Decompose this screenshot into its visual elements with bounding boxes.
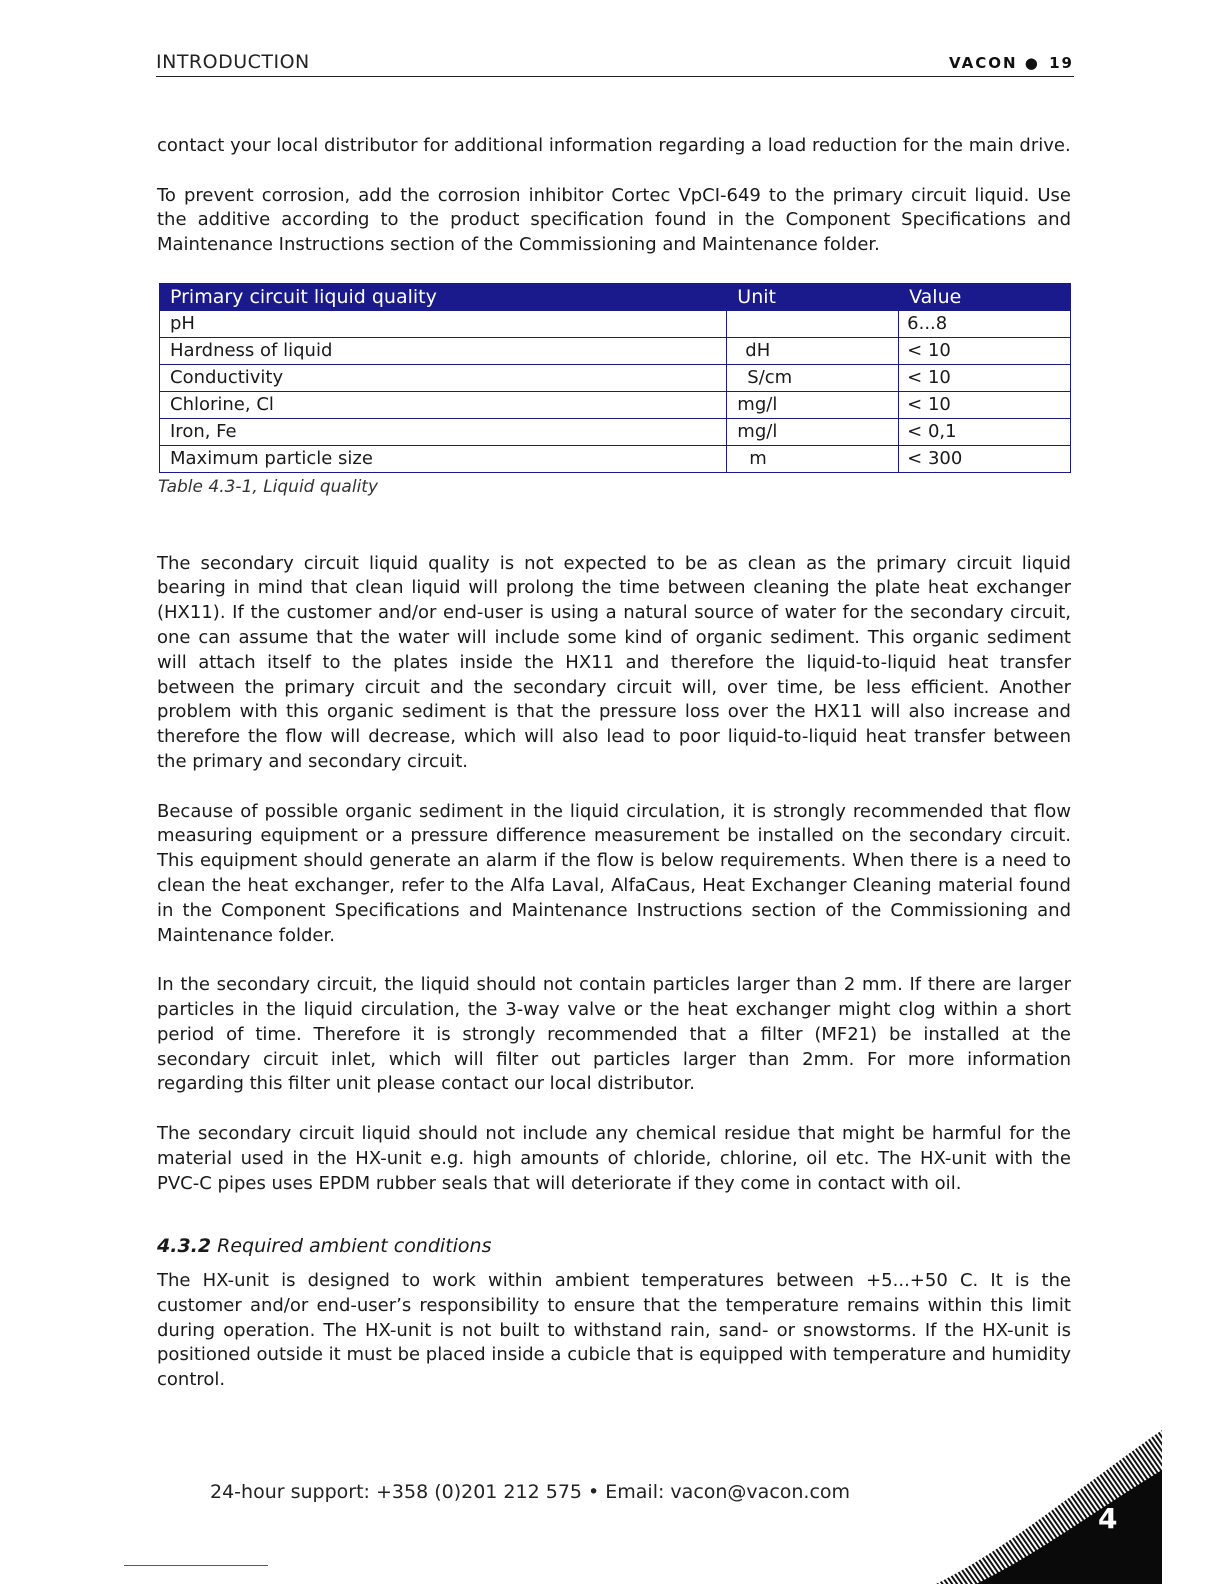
page-number: 19	[1049, 54, 1074, 72]
cell-quality: pH	[160, 310, 727, 337]
liquid-quality-table-wrap	[159, 283, 1071, 473]
page-header	[156, 50, 1074, 77]
table-caption: Table 4.3-1, Liquid quality	[158, 476, 379, 497]
table-row	[160, 445, 1071, 472]
section-number: 4.3.2	[157, 1235, 212, 1258]
cell-value: < 10	[899, 337, 1071, 364]
cell-unit	[727, 310, 899, 337]
cell-quality: Conductivity	[160, 364, 727, 391]
paragraph: In the secondary circuit, the liquid should not contain particles larger than 2 mm. If there are larger particles in the liquid circulation, the 3-way valve or the heat exchanger might clog within a short period of time. Therefore it is strongly recommended that a filter (MF21) be installed at the secondary circuit inlet, which will filter out particles larger than 2mm. For more information regarding this filter unit please contact our local distributor.	[157, 974, 1071, 1095]
cell-quality: Hardness of liquid	[160, 337, 727, 364]
paragraph: Because of possible organic sediment in the liquid circulation, it is strongly recommended that flow measuring equipment or a pressure difference measurement be installed on the secondary circuit. This equipment should generate an alarm if the flow is below requirements. When there is a need to clean the heat exchanger, refer to the Alfa Laval, AlfaCaus, Heat Exchanger Cleaning material found in the Component Specifications and Maintenance Instructions section of the Commissioning and Maintenance folder.	[157, 800, 1071, 946]
column-header-value: Value	[899, 283, 1071, 310]
cell-unit: dH	[727, 337, 899, 364]
header-section-title: INTRODUCTION	[156, 51, 310, 73]
paragraph: The secondary circuit liquid should not include any chemical residue that might be harmful for the material used in the HX-unit e.g. high amounts of chloride, chlorine, oil etc. The HX-unit with the PVC-C pipes uses EPDM rubber seals that will deteriorate if they come in contact with oil.	[157, 1122, 1071, 1194]
chapter-corner-graphic	[936, 1430, 1162, 1584]
paragraph: The secondary circuit liquid quality is not expected to be as clean as the primary circuit liquid bearing in mind that clean liquid will prolong the time between cleaning the plate heat exchanger (HX11). If the customer and/or end-user is using a natural source of water for the secondary circuit, one can assume that the water will include some kind of organic sediment. This organic sediment will attach itself to the plates inside the HX11 and therefore the liquid-to-liquid heat transfer between the primary circuit and the secondary circuit will, over time, be less efficient. Another problem with this organic sediment is that the pressure loss over the HX11 will also increase and therefore the flow will decrease, which will also lead to poor liquid-to-liquid heat transfer between the primary and secondary circuit.	[157, 552, 1071, 772]
brand-name: VACON	[949, 54, 1018, 72]
cell-unit: m	[727, 445, 899, 472]
header-brand-page	[949, 54, 1074, 72]
paragraph: The HX-unit is designed to work within ambient temperatures between +5...+50 C. It is the customer and/or end-user’s responsibility to ensure that the temperature remains within this limit during operation. The HX-unit is not built to withstand rain, sand- or snowstorms. If the HX-unit is positioned outside it must be placed inside a cubicle that is equipped with temperature and humidity control.	[157, 1270, 1071, 1391]
table-row	[160, 337, 1071, 364]
column-header-unit: Unit	[727, 283, 899, 310]
cell-unit: mg/l	[727, 418, 899, 445]
cell-value: < 10	[899, 364, 1071, 391]
chapter-number: 4	[1098, 1502, 1118, 1535]
table-row	[160, 391, 1071, 418]
cell-value: < 10	[899, 391, 1071, 418]
section-title: Required ambient conditions	[217, 1235, 492, 1258]
paragraph: To prevent corrosion, add the corrosion inhibitor Cortec VpCI-649 to the primary circuit liquid. Use the additive according to the product specification found in the Component Specifications and Maintenance Instructions section of the Commissioning and Maintenance folder.	[157, 184, 1071, 256]
paragraph: contact your local distributor for additional information regarding a load reduction for the main drive.	[157, 135, 1071, 156]
footnote-divider	[124, 1565, 268, 1566]
cell-unit: S/cm	[727, 364, 899, 391]
cell-quality: Chlorine, Cl	[160, 391, 727, 418]
bullet-separator: ●	[1024, 54, 1038, 72]
table-row	[160, 310, 1071, 337]
table-row	[160, 418, 1071, 445]
column-header-quality: Primary circuit liquid quality	[160, 283, 727, 310]
cell-unit: mg/l	[727, 391, 899, 418]
page-content	[157, 134, 1071, 1418]
table-header-row	[160, 283, 1071, 310]
cell-quality: Iron, Fe	[160, 418, 727, 445]
cell-quality: Maximum particle size	[160, 445, 727, 472]
cell-value: 6...8	[899, 310, 1071, 337]
support-contact: 24-hour support: +358 (0)201 212 575 • Email: vacon@vacon.com	[210, 1481, 851, 1503]
section-heading	[157, 1234, 1071, 1259]
liquid-quality-table	[159, 283, 1071, 473]
cell-value: < 300	[899, 445, 1071, 472]
cell-value: < 0,1	[899, 418, 1071, 445]
table-row	[160, 364, 1071, 391]
